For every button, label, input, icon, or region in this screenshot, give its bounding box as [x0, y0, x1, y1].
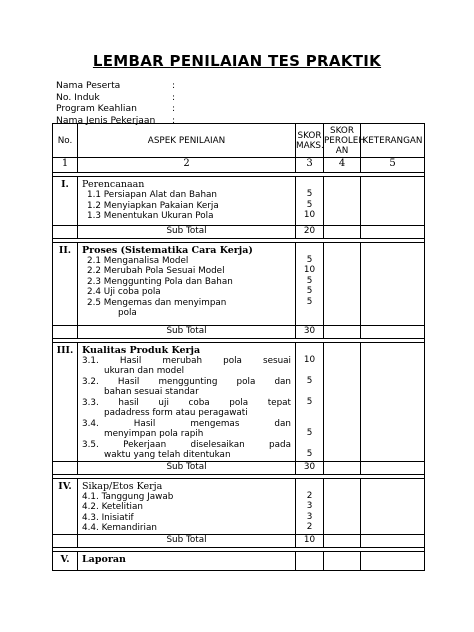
list-item: 4.2. Ketelitian	[82, 502, 143, 512]
col-number: 5	[361, 158, 425, 173]
item-line: 3.4. Hasil mengemas dan	[82, 418, 291, 429]
list-item: 4.3. Inisiatif	[82, 512, 134, 523]
section-content	[78, 342, 296, 461]
info-row-name	[56, 80, 180, 92]
subtotal-value: 30	[296, 325, 324, 338]
subtotal-value: 30	[296, 461, 324, 474]
skor-value: 10	[303, 354, 316, 365]
list-item	[78, 377, 291, 398]
subtotal-row	[53, 461, 425, 474]
header-text: MAKS.	[296, 140, 324, 151]
section-row	[53, 342, 425, 461]
item-line: 3.5. Pekerjaan diselesaikan pada	[82, 439, 291, 450]
list-item: pola	[118, 308, 137, 318]
section-content	[78, 177, 296, 226]
skor-value: 3	[306, 511, 313, 522]
keterangan-cell	[361, 478, 425, 534]
section-number: V.	[53, 551, 78, 570]
list-item: 1.2 Menyiapkan Pakaian Kerja	[87, 200, 219, 211]
info-label: No. Induk	[56, 91, 100, 103]
info-label: Program Keahlian	[56, 103, 137, 115]
item-line: 3.1. Hasil merubah pola sesuai	[82, 355, 291, 366]
col-number: 4	[324, 158, 361, 173]
list-item: 4.4. Kemandirian	[82, 523, 157, 533]
subtotal-value: 10	[296, 534, 324, 547]
item-line: 3.3. hasil uji coba pola tepat	[82, 397, 291, 408]
keterangan-cell	[361, 177, 425, 226]
info-label: Nama Peserta	[56, 80, 121, 91]
section-row	[53, 177, 425, 226]
header-row	[53, 124, 425, 158]
keterangan-cell	[361, 242, 425, 325]
col-number: 3	[296, 158, 324, 173]
item-line: ukuran dan model	[104, 366, 185, 376]
header-text: SKOR	[297, 130, 322, 141]
skor-value: 5	[306, 254, 313, 265]
section-content	[78, 478, 296, 534]
skor-value: 5	[306, 427, 313, 438]
item-line: 3.2. Hasil menggunting pola dan	[82, 376, 291, 387]
skor-perolehan-cell	[324, 342, 361, 461]
header-no: No.	[53, 124, 78, 158]
subtotal-row	[53, 325, 425, 338]
list-item: 2.5 Mengemas dan menyimpan	[87, 297, 227, 308]
header-aspek: ASPEK PENILAIAN	[78, 124, 296, 158]
list-item	[78, 419, 291, 440]
list-item: 2.2 Merubah Pola Sesuai Model	[87, 266, 225, 276]
skor-value: 2	[306, 490, 313, 501]
item-line: menyimpan pola rapih	[104, 429, 204, 439]
skor-perolehan-cell	[324, 478, 361, 534]
list-item: 2.4 Uji coba pola	[87, 287, 161, 297]
skor-value: 5	[306, 189, 313, 199]
skor-value: 10	[303, 265, 316, 275]
section-number: IV.	[53, 478, 78, 534]
form-title: LEMBAR PENILAIAN TES PRAKTIK	[92, 52, 382, 70]
info-colon: :	[172, 80, 176, 91]
subtotal-label: Sub Total	[78, 225, 296, 238]
section-number: III.	[53, 342, 78, 461]
skor-value: 5	[306, 275, 313, 286]
subtotal-label: Sub Total	[78, 325, 296, 338]
skor-value: 2	[306, 522, 313, 532]
section-title: Perencanaan	[82, 179, 145, 190]
item-line: bahan sesuai standar	[104, 387, 199, 397]
col-number: 2	[78, 158, 296, 173]
header-text: AN	[335, 145, 349, 156]
skor-maks-cell	[296, 342, 324, 461]
list-item	[78, 356, 291, 377]
section-title: Proses (Sistematika Cara Kerja)	[82, 244, 253, 256]
skor-maks-cell	[296, 478, 324, 534]
list-item: 2.3 Menggunting Pola dan Bahan	[87, 276, 233, 287]
section-row	[53, 242, 425, 325]
skor-value: 5	[306, 375, 313, 386]
subtotal-label: Sub Total	[78, 461, 296, 474]
header-text: PEROLEH	[324, 135, 365, 146]
info-row-program	[56, 103, 180, 115]
keterangan-cell	[361, 342, 425, 461]
item-line: padadress form atau peragawati	[104, 408, 248, 418]
header-skor-maks	[296, 124, 324, 158]
skor-maks-cell	[296, 177, 324, 226]
list-item	[78, 440, 291, 461]
list-item: 1.3 Menentukan Ukuran Pola	[87, 211, 214, 221]
participant-info	[56, 80, 180, 126]
subtotal-row	[53, 225, 425, 238]
assessment-table	[52, 123, 425, 571]
section-row	[53, 478, 425, 534]
subtotal-label: Sub Total	[78, 534, 296, 547]
section-title: Laporan	[78, 551, 296, 570]
skor-maks-cell	[296, 242, 324, 325]
section-number: II.	[53, 242, 78, 325]
list-item: 4.1. Tanggung Jawab	[82, 491, 174, 502]
info-colon: :	[172, 114, 176, 126]
info-colon: :	[172, 91, 176, 103]
section-content	[78, 242, 296, 325]
item-line: waktu yang telah ditentukan	[104, 450, 231, 460]
skor-value: 5	[306, 199, 313, 210]
section-number: I.	[53, 177, 78, 226]
skor-value: 5	[306, 448, 313, 459]
skor-value: 3	[306, 501, 313, 511]
skor-value: 5	[306, 286, 313, 296]
section-row	[53, 551, 425, 570]
info-label: Nama Jenis Pekerjaan	[56, 114, 156, 126]
header-text: SKOR	[330, 125, 354, 136]
section-title: Sikap/Etos Kerja	[82, 480, 163, 492]
skor-perolehan-cell	[324, 177, 361, 226]
skor-value: 5	[306, 396, 313, 407]
list-item: 1.1 Persiapan Alat dan Bahan	[87, 190, 217, 200]
header-keterangan: KETERANGAN	[361, 124, 425, 158]
section-title: Kualitas Produk Kerja	[82, 344, 201, 356]
subtotal-value: 20	[296, 225, 324, 238]
subtotal-row	[53, 534, 425, 547]
col-number: 1	[53, 158, 78, 173]
info-row-induk	[56, 92, 180, 104]
info-colon: :	[172, 103, 176, 115]
header-skor-perolehan	[324, 124, 365, 158]
skor-value: 5	[306, 296, 313, 307]
skor-value: 10	[303, 210, 316, 220]
list-item: 2.1 Menganalisa Model	[87, 255, 189, 266]
skor-perolehan-cell	[324, 242, 361, 325]
column-number-row	[53, 158, 425, 173]
list-item	[78, 398, 291, 419]
